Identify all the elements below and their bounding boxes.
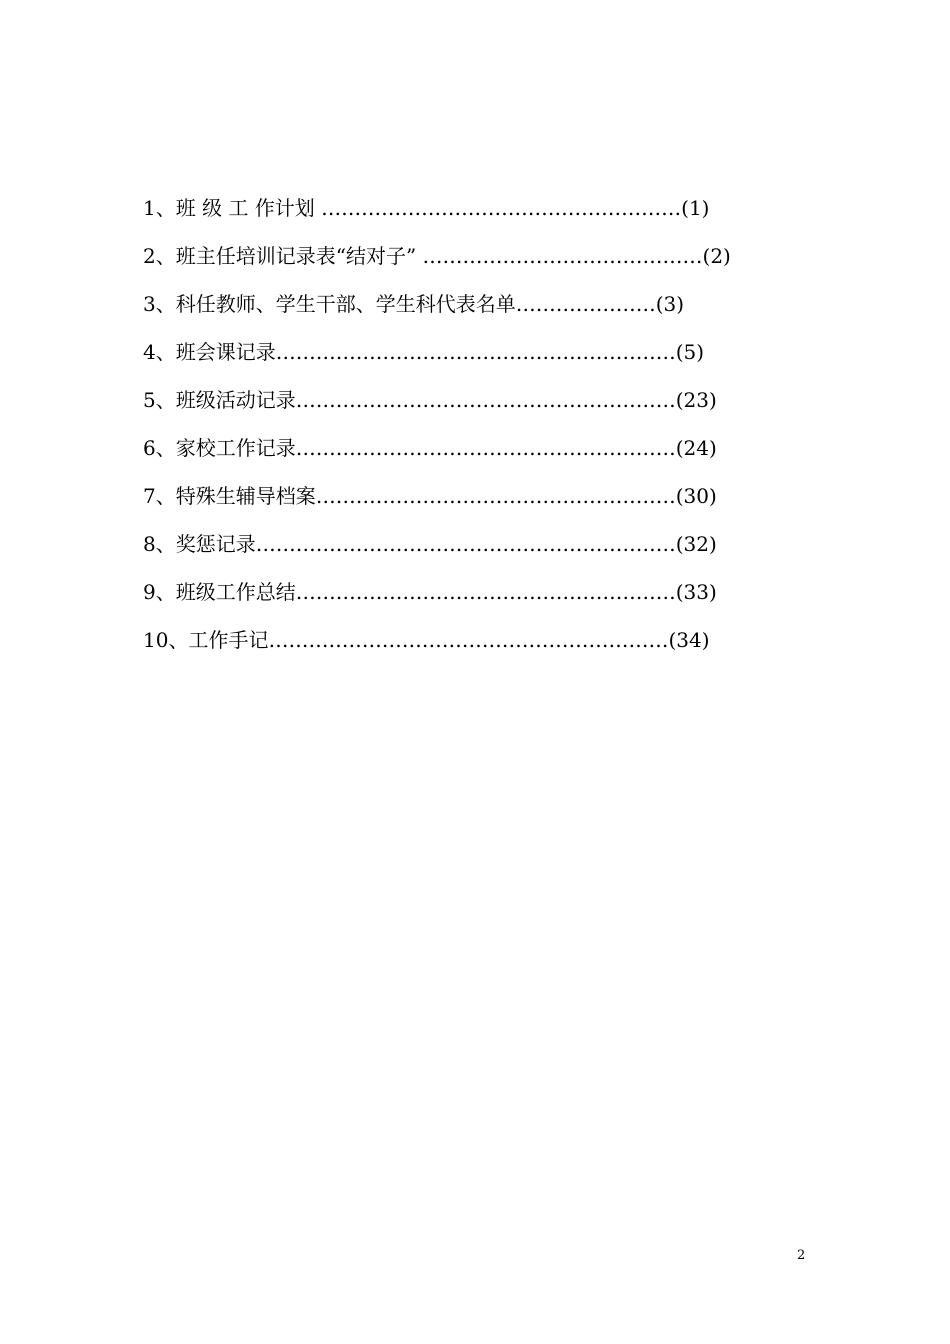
toc-entry: 8、奖惩记录………………………………………………………(32) [143,532,717,556]
toc-entry: 2、班主任培训记录表“结对子” ……………………………………(2) [143,244,731,268]
toc-entry: 5、班级活动记录…………………………………………………(23) [143,388,717,412]
toc-entry: 4、班会课记录……………………………………………………(5) [143,340,705,364]
toc-entry: 7、特殊生辅导档案………………………………………………(30) [143,484,717,508]
toc-entry: 6、家校工作记录…………………………………………………(24) [143,436,717,460]
toc-entry: 9、班级工作总结…………………………………………………(33) [143,580,717,604]
toc-entry: 10、工作手记……………………………………………………(34) [143,628,710,652]
toc-entry: 1、班 级 工 作计划 ………………………………………………(1) [143,196,710,220]
page-number: 2 [797,1248,806,1263]
toc-entry: 3、科任教师、学生干部、学生科代表名单…………………(3) [143,292,685,316]
